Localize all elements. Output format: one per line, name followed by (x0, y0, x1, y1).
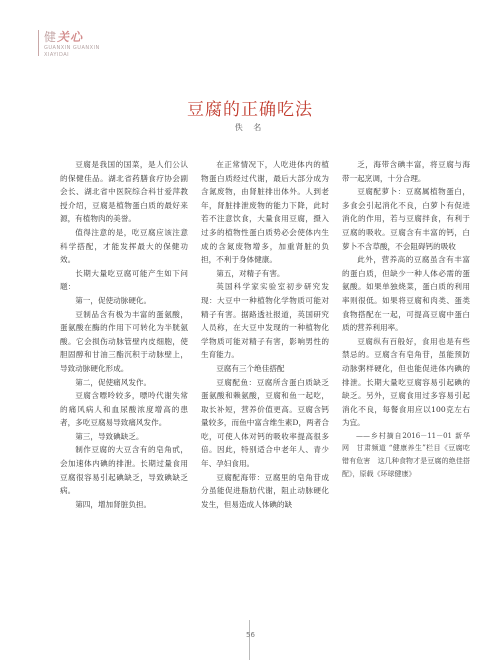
paragraph: 英国科学家实验室初步研究发现：大豆中一种植物化学物质可能对精子有害。据路透社报道，英国研究人员称，在大豆中发现的一种植物化学物质可能对精子有害，影响男性的生育能力。 (201, 282, 329, 360)
magazine-masthead (38, 28, 118, 62)
paragraph: 豆腐配鱼：豆腐所含蛋白质缺乏蛋氨酸和赖氨酸，豆腐和鱼一起吃，取长补短，营养价值更高。豆腐含钙量较多，而鱼中富含维生素D，两者合吃，可使人体对钙的吸收率提高很多倍。因此，特别适合中老年人、青少年、孕妇食用。 (201, 377, 329, 469)
paragraph: 乏，海带含碘丰富，将豆腐与海带一起烹调，十分合理。 (342, 160, 470, 183)
text-column-2 (201, 158, 329, 511)
masthead-pinyin: GUANXIN GUANXIN (44, 45, 100, 51)
paragraph: 第一，促使动脉硬化。 (75, 295, 152, 305)
paragraph: 豆腐含嘌呤较多，嘌呤代谢失常的痛风病人和血尿酸浓度增高的患者，多吃豆腐易导致痛风发作。 (60, 391, 188, 428)
paragraph: 豆腐是我国的国菜，是人们公认的保健佳品。湖北省药膳食疗协会副会长、湖北省中医院综合科甘爱萍教授介绍，豆腐是植物蛋白质的最好来源，有植物肉的美誉。 (60, 160, 188, 224)
page-number: 56 (246, 631, 255, 639)
paragraph: 第二，促使痛风发作。 (75, 377, 152, 387)
paragraph: 制作豆腐的大豆含有的皂角甙，会加速体内碘的排泄。长期过量食用豆腐很容易引起碘缺乏，导致碘缺乏病。 (60, 445, 188, 496)
text-column-3 (342, 158, 470, 480)
paragraph: 豆腐纵有百般好，食用也是有些禁忌的。豆腐含有皂角苷，虽能预防动脉粥样硬化，但也能促进体内碘的排泄。长期大量吃豆腐容易引起碘的缺乏。另外，豆腐食用过多容易引起消化不良，每餐食用应以100克左右为宜。 (342, 336, 470, 428)
footer-divider (249, 620, 250, 660)
text-column-1 (60, 158, 188, 511)
article-author: 佚 名 (234, 123, 266, 132)
paragraph: 豆腐配萝卜：豆腐属植物蛋白，多食会引起消化不良，白萝卜有促进消化的作用，若与豆腐拌食，有利于豆腐的吸收。豆腐含有丰富的钙，白萝卜不含草酸，不会阻碍钙的吸收 (342, 187, 470, 251)
paragraph: 此外，营养高的豆腐虽含有丰富的蛋白质，但缺少一种人体必需的蛋氨酸。如果单独烧菜，蛋白质的利用率则很低。如果将豆腐和肉类、蛋类食物搭配在一起，可提高豆腐中蛋白质的营养利用率。 (342, 255, 470, 333)
masthead-bracket (38, 30, 42, 56)
paragraph: 长期大量吃豆腐可能产生如下问题： (60, 268, 188, 292)
paragraph: 值得注意的是，吃豆腐应该注意科学搭配，才能发挥最大的保健功效。 (60, 227, 188, 265)
paragraph: 豆制品含有极为丰富的蛋氨酸，蛋氨酸在酶的作用下可转化为半胱氨酸。它会损伤动脉管壁内皮细胞，使胆固醇和甘油三酯沉积于动脉壁上，导致动脉硬化形成。 (60, 309, 188, 373)
paragraph: 豆腐有三个绝佳搭配 (216, 363, 285, 373)
article-title: 豆腐的正确吃法 (187, 100, 313, 120)
paragraph: 第三，导致碘缺乏。 (75, 431, 144, 441)
masthead-title: 健关心 (44, 30, 84, 44)
paragraph: 在正常情况下，人吃进体内的植物蛋白质经过代谢，最后大部分成为含氮废物，由肾脏排出体外。人到老年，肾脏排泄废物的能力下降，此时若不注意饮食，大量食用豆腐，摄入过多的植物性蛋白质势必会使体内生成的含氮废物增多，加重肾脏的负担，不利于身体健康。 (201, 160, 329, 265)
paragraph: 豆腐配海带：豆腐里的皂角苷成分虽能促进脂肪代谢，阻止动脉硬化发生，但易造成人体碘的缺 (201, 472, 329, 509)
masthead-subtitle: XIAYIDAI (44, 52, 70, 58)
paragraph: 第五，对精子有害。 (216, 268, 285, 278)
source-citation: ——乡村摘自2016－11－01 新华网 甘肃频道 “健康养生”栏目《豆腐吃错有危害 这几种食物才是豆腐的绝佳搭配》，原载《环球健康》 (342, 431, 470, 478)
paragraph: 第四，增加肾脏负担。 (75, 499, 152, 509)
